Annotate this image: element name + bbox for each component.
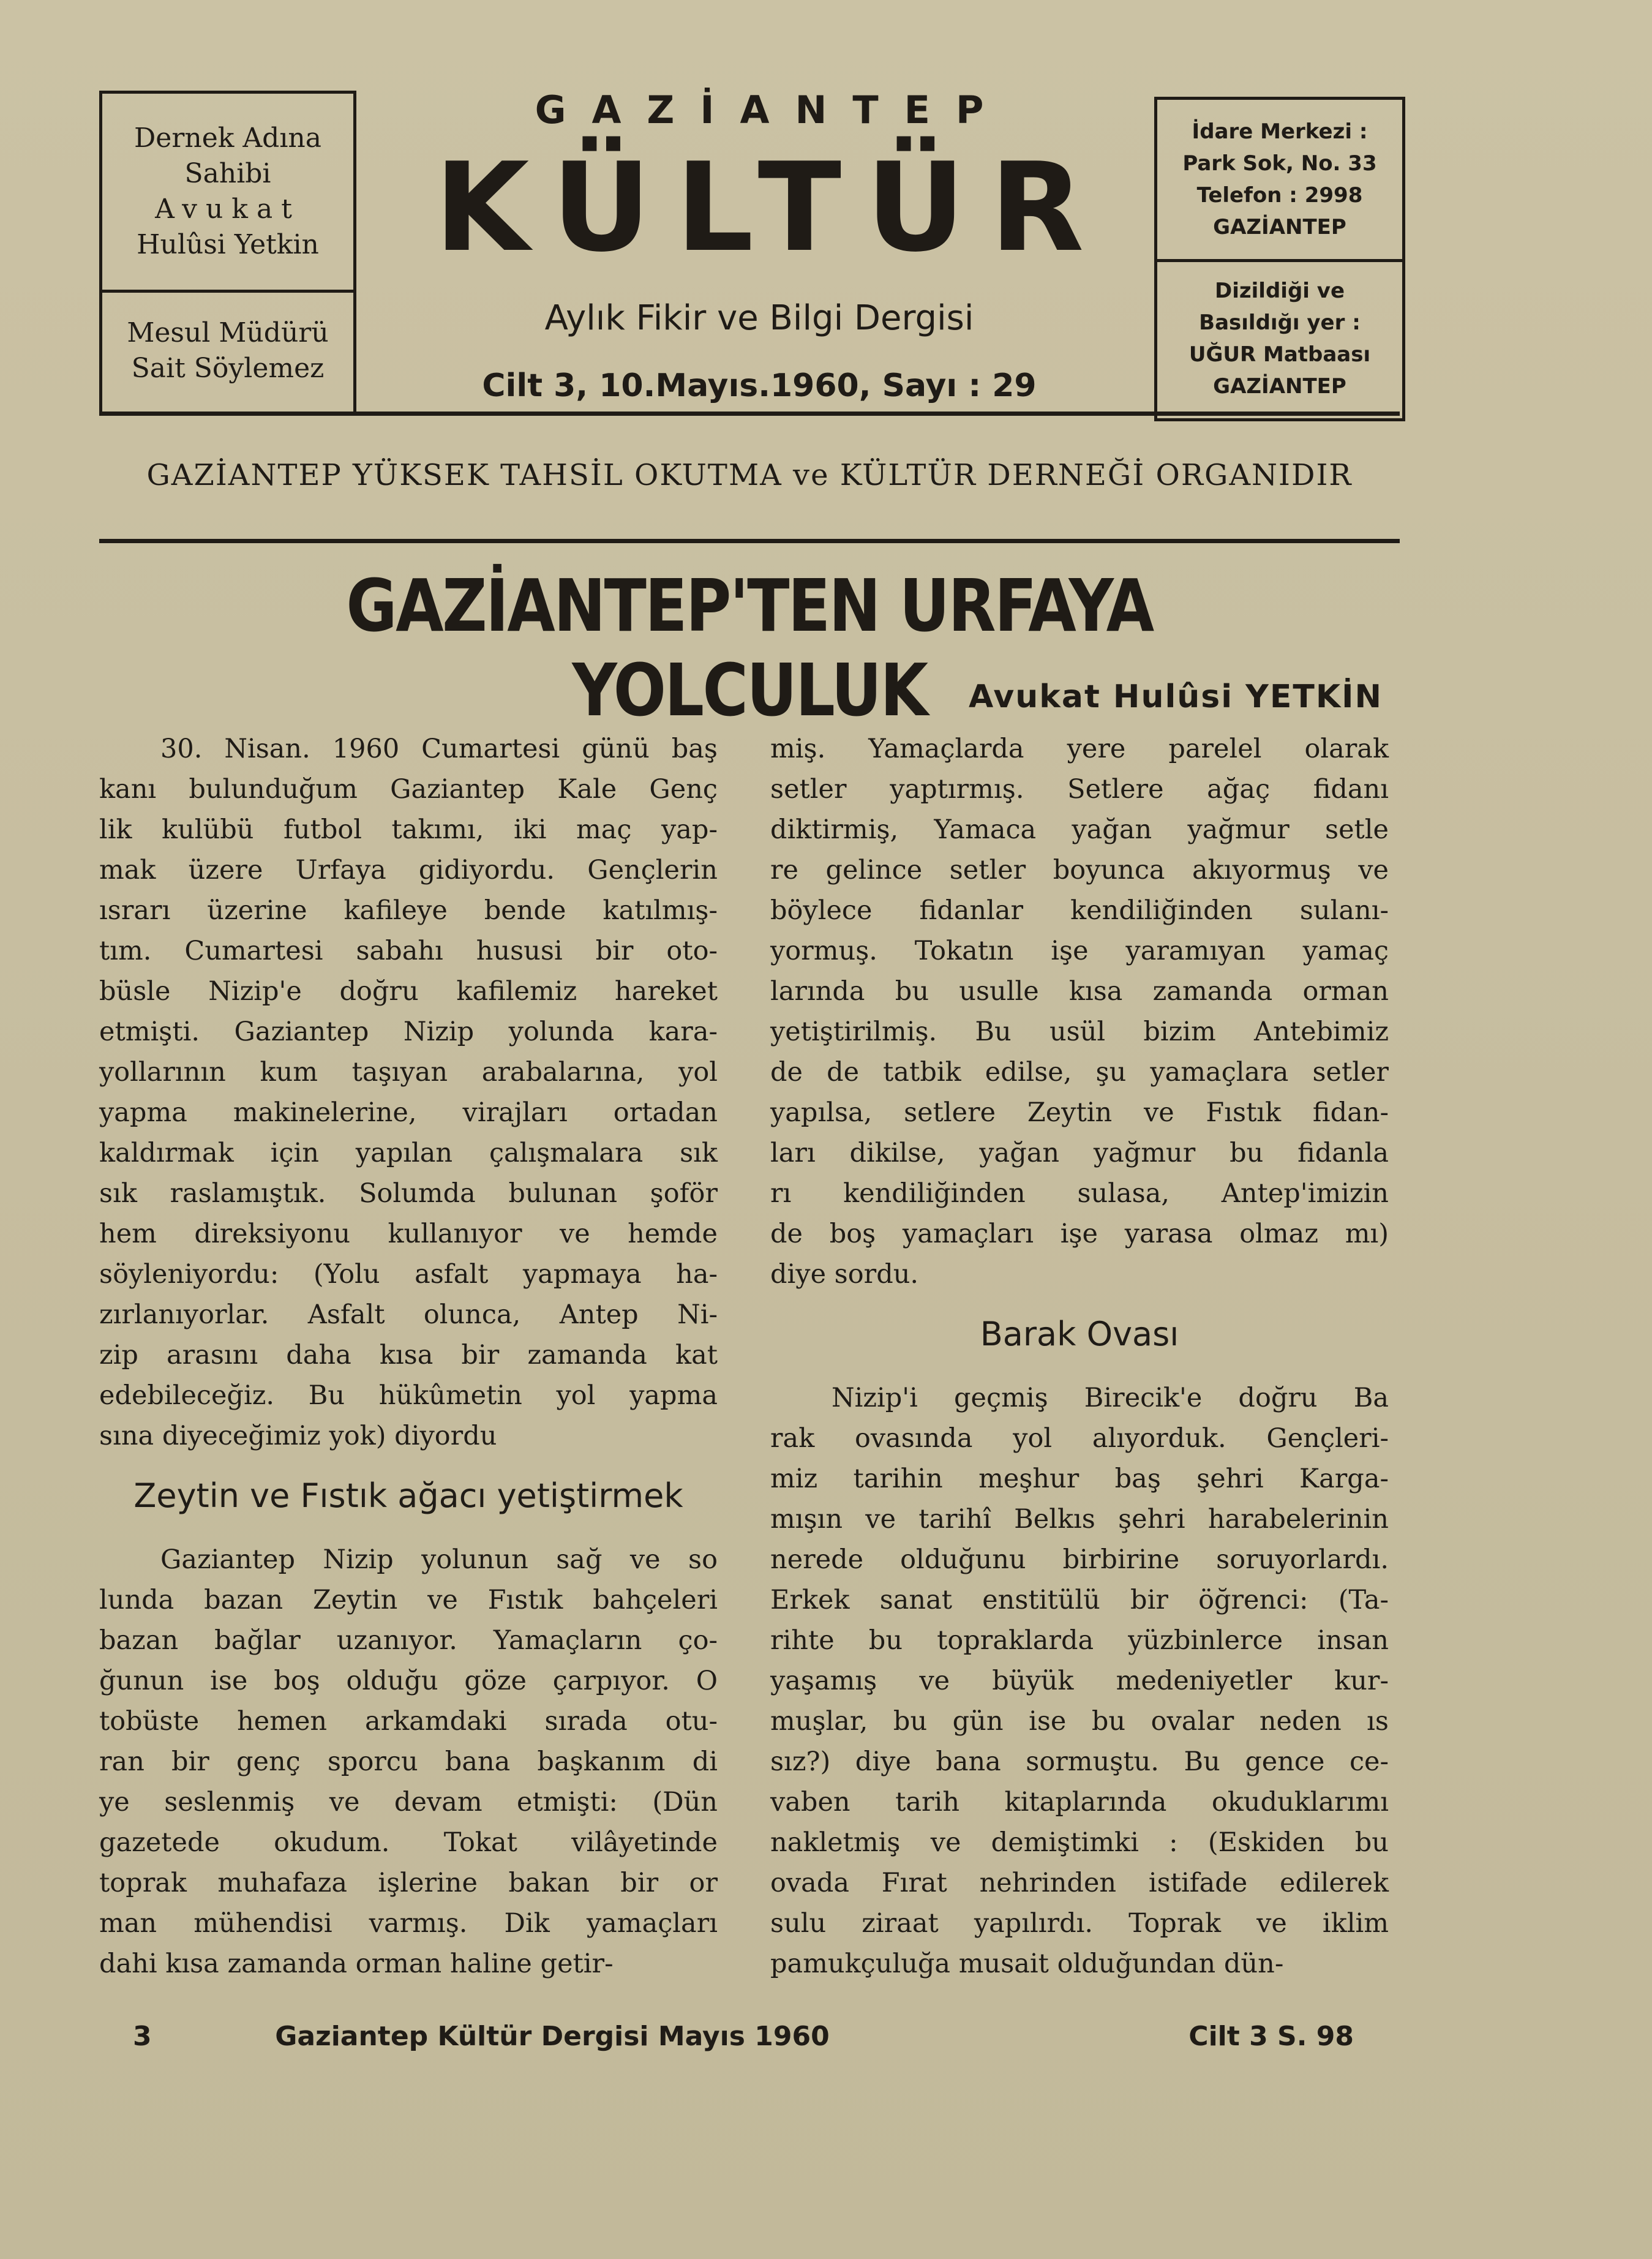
- text-line: ovada Fırat nehrinden istifade edilerek: [770, 1868, 1389, 1898]
- text-line: diye sordu.: [770, 1259, 919, 1290]
- text-line: miş. Yamaçlarda yere parelel olarak: [770, 734, 1389, 764]
- text-line: sına diyeceğimiz yok) diyordu: [99, 1421, 497, 1451]
- text-line: bazan bağlar uzanıyor. Yamaçların ço-: [99, 1625, 718, 1656]
- issue-info: Cilt 3, 10.Mayıs.1960, Sayı : 29: [482, 367, 1037, 404]
- masthead-subtitle: Aylık Fikir ve Bilgi Dergisi: [544, 298, 974, 338]
- office-line: GAZİANTEP: [1213, 215, 1346, 239]
- text-line: ısrarı üzerine kafileye bende katılmış-: [99, 895, 718, 926]
- office-line: İdare Merkezi :: [1192, 119, 1368, 144]
- text-line: söyleniyordu: (Yolu asfalt yapmaya ha-: [99, 1259, 718, 1290]
- owner-line: Dernek Adına: [134, 122, 321, 154]
- text-line: büsle Nizip'e doğru kafilemiz hareket: [99, 976, 718, 1007]
- text-line: ran bir genç sporcu bana başkanım di: [99, 1746, 718, 1777]
- text-line: dahi kısa zamanda orman haline getir-: [99, 1949, 614, 1979]
- owner-line: Avukat: [155, 194, 301, 225]
- masthead-title: KÜLTÜR: [434, 137, 1109, 279]
- text-line: ları dikilse, yağan yağmur bu fidanla: [770, 1138, 1389, 1168]
- text-line: sık raslamıştık. Solumda bulunan şoför: [99, 1178, 718, 1209]
- text-line: yollarının kum taşıyan arabalarına, yol: [99, 1057, 718, 1088]
- article-headline: GAZİANTEP'TEN URFAYA YOLCULUK: [346, 563, 1153, 732]
- masthead-title-block: [380, 86, 1139, 410]
- office-line: Park Sok, No. 33: [1182, 151, 1377, 176]
- owner-section: [102, 94, 353, 293]
- text-line: de boş yamaçları işe yarasa olmaz mı): [770, 1219, 1389, 1249]
- text-line: mak üzere Urfaya gidiyordu. Gençlerin: [99, 855, 718, 885]
- printer-line: Dizildiği ve: [1214, 279, 1345, 303]
- text-line: zırlanıyorlar. Asfalt olunca, Antep Ni-: [99, 1299, 718, 1330]
- text-line: sız?) diye bana sormuştu. Bu gence ce-: [770, 1746, 1389, 1777]
- text-line: rihte bu topraklarda yüzbinlerce insan: [770, 1625, 1389, 1656]
- text-line: hem direksiyonu kullanıyor ve hemde: [99, 1219, 718, 1249]
- text-line: yetiştirilmiş. Bu usül bizim Antebimiz: [770, 1017, 1389, 1047]
- text-line: nerede olduğunu birbirine soruyorlardı.: [770, 1544, 1389, 1575]
- article-column-left: [99, 729, 718, 1984]
- text-line: setler yaptırmış. Setlere ağaç fidanı: [770, 774, 1389, 805]
- office-section: [1157, 100, 1402, 262]
- text-line: diktirmiş, Yamaca yağan yağmur setle: [770, 814, 1389, 845]
- section-heading: Barak Ovası: [980, 1315, 1179, 1353]
- text-line: miz tarihin meşhur baş şehri Karga-: [770, 1464, 1389, 1494]
- text-line: lik kulübü futbol takımı, iki maç yap-: [99, 814, 718, 845]
- text-line: ğunun ise boş olduğu göze çarpıyor. O: [99, 1666, 718, 1696]
- text-line: etmişti. Gaziantep Nizip yolunda kara-: [99, 1017, 718, 1047]
- text-line: gazetede okudum. Tokat vilâyetinde: [99, 1827, 718, 1858]
- text-line: vaben tarih kitaplarında okuduklarımı: [770, 1787, 1389, 1817]
- office-box: [1154, 97, 1405, 421]
- text-line: yormuş. Tokatın işe yaramıyan yamaç: [770, 936, 1389, 966]
- text-line: mışın ve tarihî Belkıs şehri harabelerinin: [770, 1504, 1389, 1535]
- organization-line: GAZİANTEP YÜKSEK TAHSİL OKUTMA ve KÜLTÜR DERNEĞİ ORGANIDIR: [146, 458, 1353, 492]
- text-line: Gaziantep Nizip yolunun sağ ve so: [160, 1544, 718, 1575]
- editor-section: [102, 293, 353, 409]
- text-line: böylece fidanlar kendiliğinden sulanı-: [770, 895, 1389, 926]
- text-line: kaldırmak için yapılan çalışmalara sık: [99, 1138, 718, 1168]
- text-line: de de tatbik edilse, şu yamaçlara setler: [770, 1057, 1389, 1088]
- publisher-box: [99, 91, 356, 415]
- printer-line: GAZİANTEP: [1213, 374, 1346, 399]
- article-column-right: [770, 729, 1389, 1984]
- header-divider: [99, 539, 1400, 543]
- text-line: yapma makinelerine, virajları ortadan: [99, 1097, 718, 1128]
- text-line: yapılsa, setlere Zeytin ve Fıstık fidan-: [770, 1097, 1389, 1128]
- footer-volume: Cilt 3 S. 98: [1188, 2021, 1354, 2052]
- text-line: ye seslenmiş ve devam etmişti: (Dün: [99, 1787, 718, 1817]
- masthead-kicker: GAZİANTEP: [535, 88, 1010, 132]
- text-line: kanı bulunduğum Gaziantep Kale Genç: [99, 774, 718, 805]
- text-line: nakletmiş ve demiştimki : (Eskiden bu: [770, 1827, 1389, 1858]
- text-line: zip arasını daha kısa bir zamanda kat: [99, 1340, 718, 1370]
- text-line: muşlar, bu gün ise bu ovalar neden ıs: [770, 1706, 1389, 1737]
- text-line: pamukçuluğa musait olduğundan dün-: [770, 1949, 1284, 1979]
- masthead-rule: [99, 412, 1400, 416]
- page-number: 3: [133, 2021, 152, 2052]
- printer-line: Basıldığı yer :: [1199, 310, 1361, 335]
- text-line: tobüste hemen arkamdaki sırada otu-: [99, 1706, 718, 1737]
- text-line: re gelince setler boyunca akıyormuş ve: [770, 855, 1389, 885]
- text-line: sulu ziraat yapılırdı. Toprak ve iklim: [770, 1908, 1389, 1939]
- text-line: Nizip'i geçmiş Birecik'e doğru Ba: [832, 1383, 1389, 1413]
- footer-publication: Gaziantep Kültür Dergisi Mayıs 1960: [275, 2021, 830, 2052]
- text-line: rak ovasında yol alıyorduk. Gençleri-: [770, 1423, 1389, 1454]
- text-line: lunda bazan Zeytin ve Fıstık bahçeleri: [99, 1585, 718, 1615]
- section-heading: Zeytin ve Fıstık ağacı yetiştirmek: [133, 1476, 683, 1515]
- printer-section: [1157, 262, 1402, 415]
- editor-line: Sait Söylemez: [131, 353, 325, 384]
- editor-line: Mesul Müdürü: [127, 317, 329, 348]
- text-line: tım. Cumartesi sabahı hususi bir oto-: [99, 936, 718, 966]
- owner-line: Sahibi: [184, 158, 271, 189]
- text-line: toprak muhafaza işlerine bakan bir or: [99, 1868, 718, 1898]
- text-line: man mühendisi varmış. Dik yamaçları: [99, 1908, 718, 1939]
- text-line: yaşamış ve büyük medeniyetler kur-: [770, 1666, 1389, 1696]
- article-byline: Avukat Hulûsi YETKİN: [968, 678, 1383, 715]
- text-line: larında bu usulle kısa zamanda orman: [770, 976, 1389, 1007]
- office-line: Telefon : 2998: [1196, 183, 1363, 208]
- owner-line: Hulûsi Yetkin: [137, 229, 319, 260]
- text-line: Erkek sanat enstitülü bir öğrenci: (Ta-: [770, 1585, 1389, 1615]
- text-line: edebileceğiz. Bu hükûmetin yol yapma: [99, 1380, 718, 1411]
- printer-line: UĞUR Matbaası: [1188, 342, 1371, 367]
- text-line: 30. Nisan. 1960 Cumartesi günü baş: [160, 734, 718, 764]
- text-line: rı kendiliğinden sulasa, Antep'imizin: [770, 1178, 1389, 1209]
